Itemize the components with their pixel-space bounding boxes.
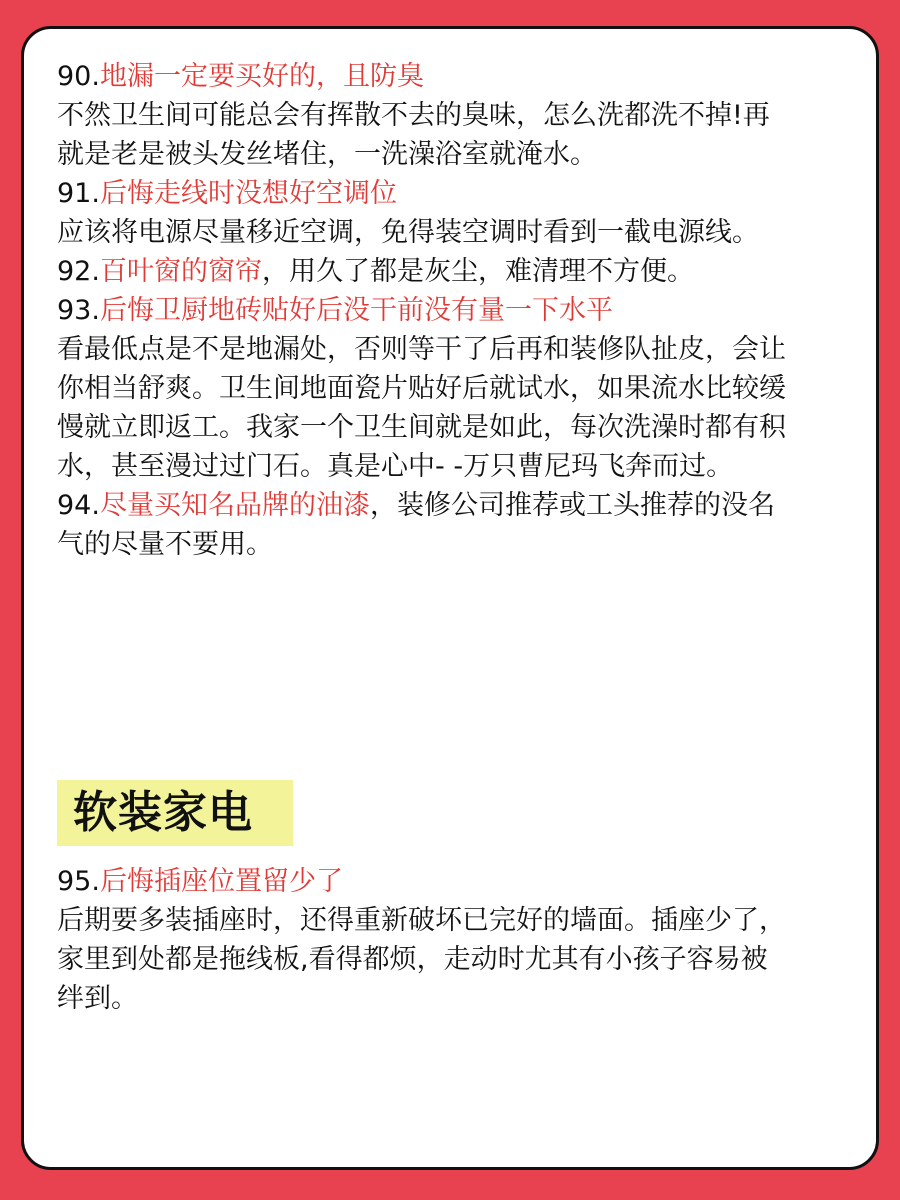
item-93-heading	[57, 291, 847, 330]
item-94-heading	[57, 486, 847, 525]
item-number: 95.	[57, 866, 100, 897]
item-title: 尽量买知名品牌的油漆	[99, 490, 370, 521]
item-95-body-line: 后期要多装插座时，还得重新破坏已完好的墙面。插座少了，	[57, 905, 786, 936]
item-title: 后悔卫厨地砖贴好后没干前没有量一下水平	[99, 295, 613, 326]
item-title: 后悔走线时没想好空调位	[99, 178, 397, 209]
item-number: 91.	[57, 178, 100, 209]
item-number: 94.	[57, 490, 100, 521]
item-91-heading	[57, 174, 847, 213]
item-92-heading	[57, 252, 847, 291]
tips-list-section-2	[57, 862, 847, 1018]
item-title-tail: ，装修公司推荐或工头推荐的没名	[369, 490, 775, 521]
item-title-tail: ，用久了都是灰尘，难清理不方便。	[261, 256, 694, 287]
item-title: 后悔插座位置留少了	[99, 866, 343, 897]
item-title: 地漏一定要买好的，且防臭	[99, 61, 424, 92]
item-90-body-line: 不然卫生间可能总会有挥散不去的臭味，怎么洗都洗不掉!再	[57, 100, 770, 131]
item-number: 93.	[57, 295, 100, 326]
item-number: 92.	[57, 256, 100, 287]
item-93-body-line: 看最低点是不是地漏处，否则等干了后再和装修队扯皮，会让	[57, 334, 786, 365]
item-95-body-line: 绊到。	[57, 983, 138, 1014]
tips-list	[57, 57, 847, 564]
section-title: 软装家电	[73, 787, 253, 838]
item-95-body-line: 家里到处都是拖线板,看得都烦，走动时尤其有小孩子容易被	[57, 944, 768, 975]
item-93-body-line: 慢就立即返工。我家一个卫生间就是如此，每次洗澡时都有积	[57, 412, 786, 443]
item-93-body-line: 水，甚至漫过过门石。真是心中- -万只曹尼玛飞奔而过。	[57, 451, 734, 482]
item-95-heading	[57, 862, 847, 901]
item-title: 百叶窗的窗帘	[99, 256, 262, 287]
item-91-body-line: 应该将电源尽量移近空调，免得装空调时看到一截电源线。	[57, 217, 759, 248]
item-93-body-line: 你相当舒爽。卫生间地面瓷片贴好后就试水，如果流水比较缓	[57, 373, 786, 404]
item-number: 90.	[57, 61, 100, 92]
item-94-body-line: 气的尽量不要用。	[57, 529, 273, 560]
item-90-heading	[57, 57, 847, 96]
item-90-body-line: 就是老是被头发丝堵住，一洗澡浴室就淹水。	[57, 139, 597, 170]
